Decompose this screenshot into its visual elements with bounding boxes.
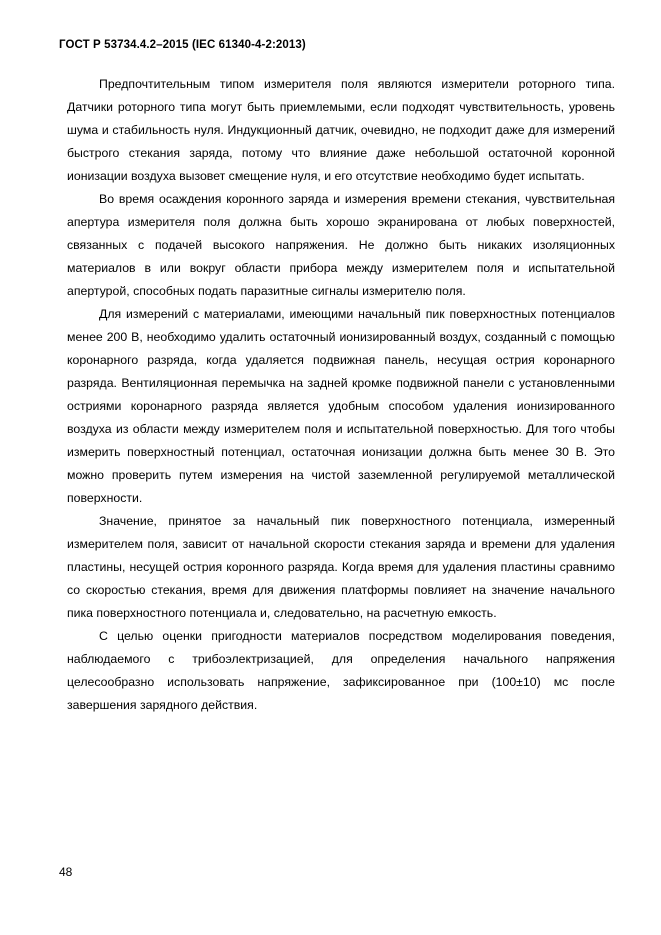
body-text	[67, 73, 615, 717]
paragraph: Во время осаждения коронного заряда и измерения времени стекания, чувствительная апертура измерителя поля должна быть хорошо экранирована от любых поверхностей, связанных с подачей высокого напряжения. Не должно быть никаких изоляционных материалов в или вокруг области прибора между измерителем поля и испытательной апертурой, способных подать паразитные сигналы измерителю поля.	[67, 192, 615, 298]
page-number: 48	[59, 865, 73, 879]
paragraph: Значение, принятое за начальный пик поверхностного потенциала, измеренный измерителем поля, зависит от начальной скорости стекания заряда и времени для удаления пластины, несущей острия коронного разряда. Когда время для удаления пластины сравнимо со скоростью стекания, время для движения платформы повлияет на значение начального пика поверхностного потенциала и, следовательно, на расчетную емкость.	[67, 514, 615, 620]
paragraph: Для измерений с материалами, имеющими начальный пик поверхностных потенциалов менее 200 В, необходимо удалить остаточный ионизированный воздух, созданный с помощью коронарного разряда, когда удаляется подвижная панель, несущая острия коронарного разряда. Вентиляционная перемычка на задней кромке подвижной панели с установленными остриями коронарного разряда является удобным способом удаления ионизированного воздуха из области между измерителем поля и испытательной поверхностью. Для того чтобы измерить поверхностный потенциал, остаточная ионизации должна быть менее 30 В. Это можно проверить путем измерения на чистой заземленной регулируемой металлической поверхности.	[67, 307, 615, 505]
paragraph: С целью оценки пригодности материалов посредством моделирования поведения, наблюдаемого с трибоэлектризацией, для определения начального напряжения целесообразно использовать напряжение, зафиксированное при (100±10) мс после завершения зарядного действия.	[67, 629, 615, 712]
document-header: ГОСТ Р 53734.4.2–2015 (IEC 61340-4-2:2013)	[59, 39, 306, 51]
paragraph: Предпочтительным типом измерителя поля являются измерители роторного типа. Датчики роторного типа могут быть приемлемыми, если подходят чувствительность, уровень шума и стабильность нуля. Индукционный датчик, очевидно, не подходит даже для измерений быстрого стекания заряда, потому что влияние даже небольшой остаточной коронной ионизации воздуха вызовет смещение нуля, и его отсутствие необходимо будет испытать.	[67, 77, 615, 183]
